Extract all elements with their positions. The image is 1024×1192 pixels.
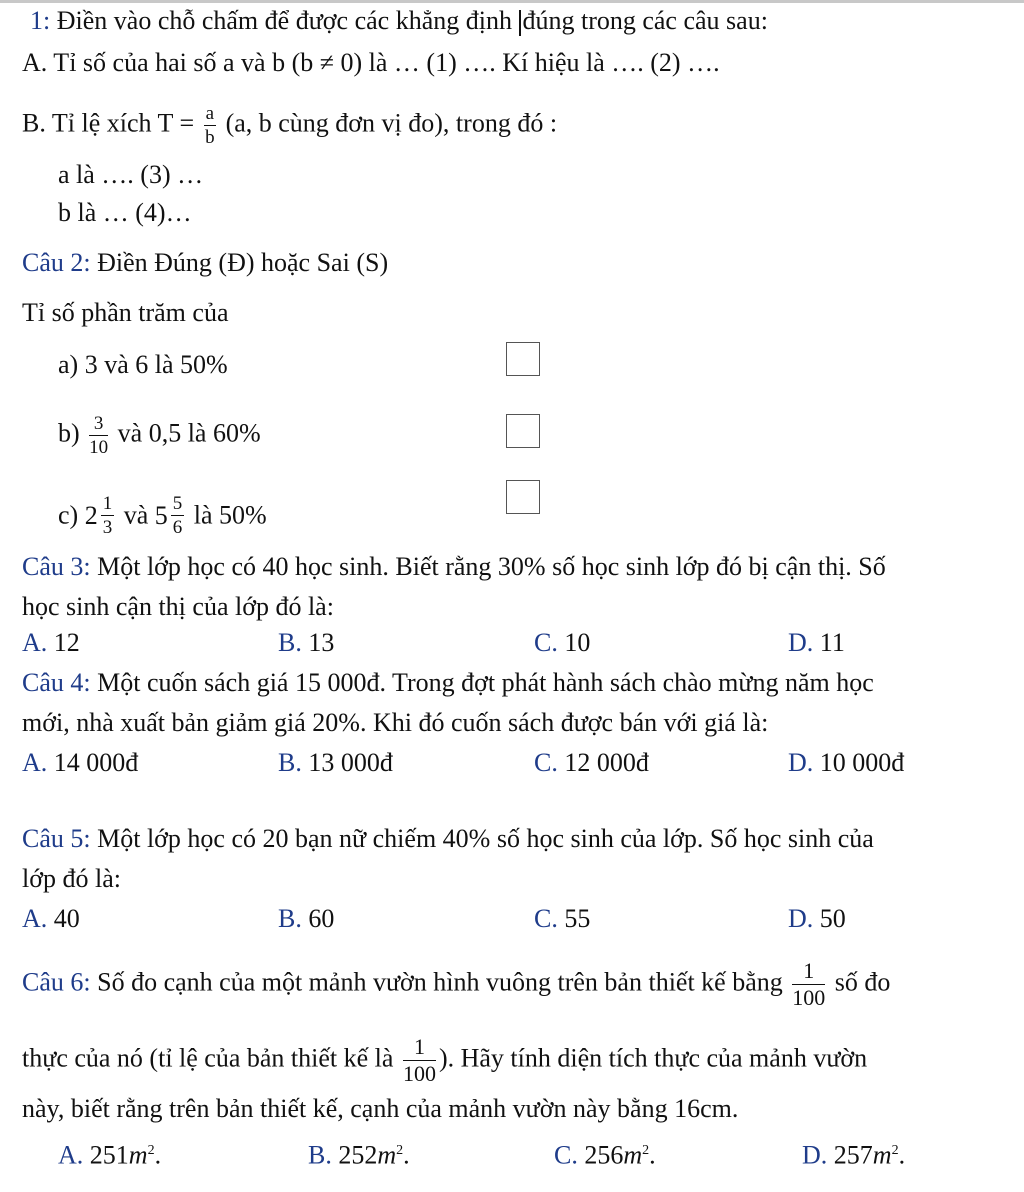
- q2-checkbox-c[interactable]: [506, 480, 540, 514]
- q3-option-c[interactable]: C. 10: [534, 628, 591, 657]
- q6-text-line2: thực của nó (tỉ lệ của bản thiết kế là $\frac{1}{100}$ ). Hãy tính diện tích thực của mảnh vườn: [22, 1034, 868, 1086]
- q2-item-c: c) 2 $\frac{1}{3}$ và 5 $\frac{5}{6}$ là 50%: [58, 493, 267, 538]
- q6-text-line1: Câu 6: Số đo cạnh của một mảnh vườn hình vuông trên bản thiết kế bằng $\frac{1}{100}$ số đo: [22, 958, 891, 1010]
- q6-option-c[interactable]: C. $256m^2$.: [554, 1140, 656, 1170]
- q1-statement-b: B. Tỉ lệ xích T = $\frac{a}{b}$ (a, b cùng đơn vị đo), trong đó :: [22, 103, 558, 148]
- q3-text-line2: học sinh cận thị của lớp đó là:: [22, 592, 334, 621]
- q6-text-line3: này, biết rằng trên bản thiết kế, cạnh của mảnh vườn này bằng 16cm.: [22, 1094, 739, 1123]
- q4-option-a[interactable]: A. 14 000đ: [22, 748, 139, 777]
- q5-text-line1: Câu 5: Một lớp học có 20 bạn nữ chiếm 40% số học sinh của lớp. Số học sinh của: [22, 824, 874, 853]
- fraction-a-over-b: $\frac{a}{b}$: [205, 103, 215, 148]
- q6-option-a[interactable]: A. $251m^2$.: [58, 1140, 162, 1170]
- q4-text-line1: Câu 4: Một cuốn sách giá 15 000đ. Trong đợt phát hành sách chào mừng năm học: [22, 668, 874, 697]
- q1-title: 1: Điền vào chỗ chấm để được các khẳng định đúng trong các câu sau:: [30, 6, 768, 35]
- q1-blank-3: a là …. (3) …: [58, 160, 204, 189]
- q4-option-b[interactable]: B. 13 000đ: [278, 748, 393, 777]
- q4-option-d[interactable]: D. 10 000đ: [788, 748, 905, 777]
- q3-option-a[interactable]: A. 12: [22, 628, 80, 657]
- q3-text-line1: Câu 3: Một lớp học có 40 học sinh. Biết rằng 30% số học sinh lớp đó bị cận thị. Số: [22, 552, 886, 581]
- q3-option-b[interactable]: B. 13: [278, 628, 335, 657]
- q2-title: Câu 2: Điền Đúng (Đ) hoặc Sai (S): [22, 248, 389, 277]
- q5-option-d[interactable]: D. 50: [788, 904, 846, 933]
- top-divider: [0, 0, 1024, 3]
- q2-intro: Tỉ số phần trăm của: [22, 298, 229, 327]
- q2-item-b: b) $\frac{3}{10}$ và 0,5 là 60%: [58, 413, 261, 458]
- q4-text-line2: mới, nhà xuất bản giảm giá 20%. Khi đó cuốn sách được bán với giá là:: [22, 708, 769, 737]
- q5-option-c[interactable]: C. 55: [534, 904, 591, 933]
- q5-option-a[interactable]: A. 40: [22, 904, 80, 933]
- q5-option-b[interactable]: B. 60: [278, 904, 335, 933]
- q2-item-a: a) 3 và 6 là 50%: [58, 350, 228, 379]
- q6-option-b[interactable]: B. $252m^2$.: [308, 1140, 410, 1170]
- q6-option-d[interactable]: D. $257m^2$.: [802, 1140, 906, 1170]
- q5-text-line2: lớp đó là:: [22, 864, 121, 893]
- q2-checkbox-b[interactable]: [506, 414, 540, 448]
- q2-checkbox-a[interactable]: [506, 342, 540, 376]
- q4-option-c[interactable]: C. 12 000đ: [534, 748, 649, 777]
- q1-blank-4: b là … (4)…: [58, 198, 192, 227]
- q3-option-d[interactable]: D. 11: [788, 628, 845, 657]
- q1-statement-a: A. Tỉ số của hai số a và b (b ≠ 0) là … (1) …. Kí hiệu là …. (2) ….: [22, 48, 720, 77]
